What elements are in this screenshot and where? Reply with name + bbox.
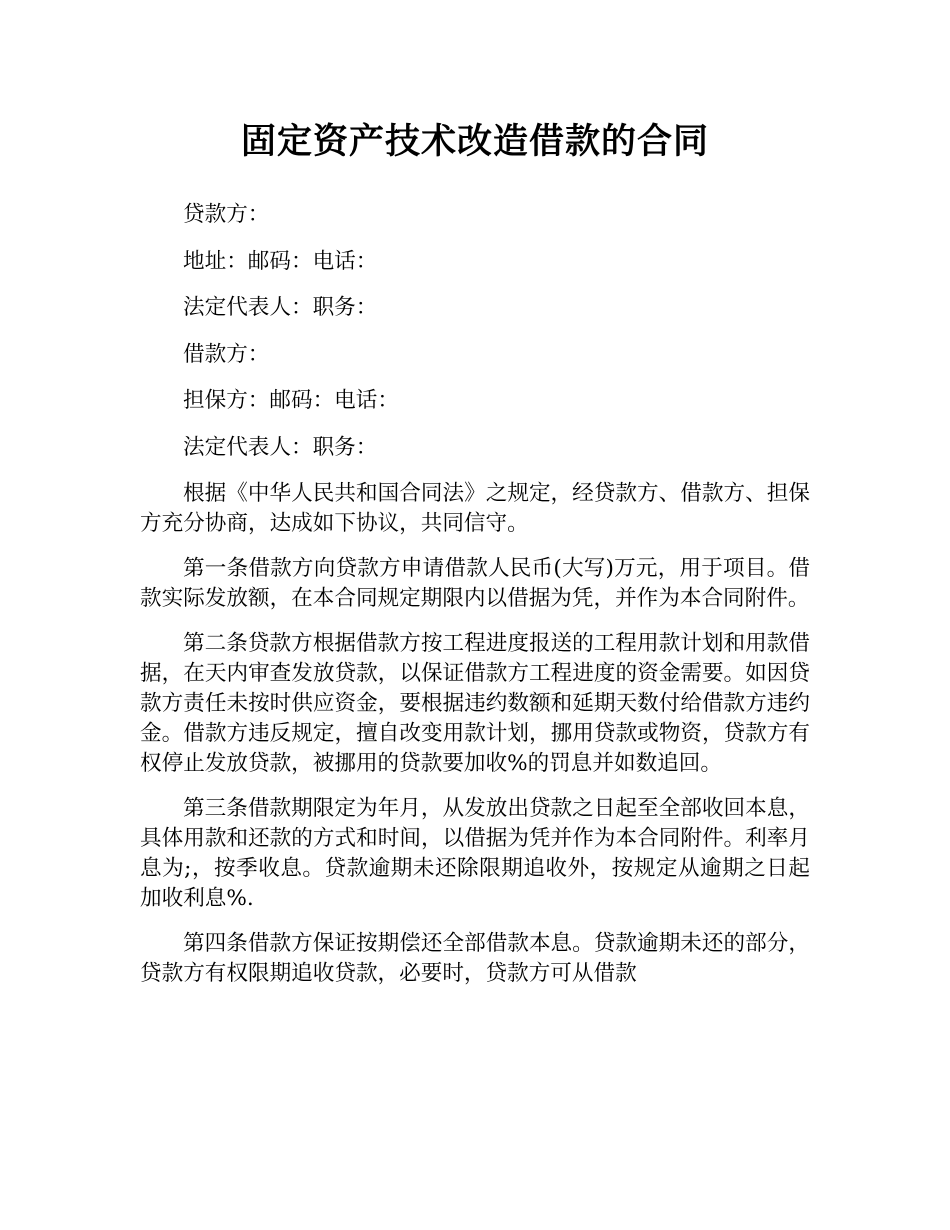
lender-address-line: 地址：邮码：电话： — [183, 248, 378, 274]
document-body — [140, 200, 810, 989]
borrower-line: 借款方： — [183, 341, 270, 367]
guarantor-line: 担保方：邮码：电话： — [183, 388, 399, 413]
preamble-paragraph: 根据《中华人民共和国合同法》之规定，经贷款方、借款方、担保方充分协商，达成如下协议，共同信守。 — [140, 481, 810, 536]
lender-representative-line: 法定代表人：职务： — [183, 295, 378, 320]
article-3-paragraph: 第三条借款期限定为年月，从发放出贷款之日起至全部收回本息，具体用款和还款的方式和时间，以借据为凭并作为本合同附件。利率月息为;，按季收息。贷款逾期未还除限期追收外，按规定从逾期之日起加收利息%. — [140, 796, 810, 911]
lender-line: 贷款方： — [183, 202, 270, 227]
document-page — [140, 0, 810, 1004]
guarantor-representative-line: 法定代表人：职务： — [183, 434, 378, 460]
article-1-paragraph: 第一条借款方向贷款方申请借款人民币(大写)万元，用于项目。借款实际发放额，在本合同规定期限内以借据为凭，并作为本合同附件。 — [140, 556, 810, 611]
document-title: 固定资产技术改造借款的合同 — [240, 122, 709, 162]
article-2-paragraph: 第二条贷款方根据借款方按工程进度报送的工程用款计划和用款借据，在天内审查发放贷款，以保证借款方工程进度的资金需要。如因贷款方责任未按时供应资金，要根据违约数额和延期天数付给借款方违约金。借款方违反规定，擅自改变用款计划，挪用贷款或物资，贷款方有权停止发放贷款，被挪用的贷款要加收%的罚息并如数追回。 — [140, 631, 810, 776]
article-4-paragraph: 第四条借款方保证按期偿还全部借款本息。贷款逾期未还的部分，贷款方有权限期追收贷款，必要时，贷款方可从借款 — [140, 931, 810, 986]
